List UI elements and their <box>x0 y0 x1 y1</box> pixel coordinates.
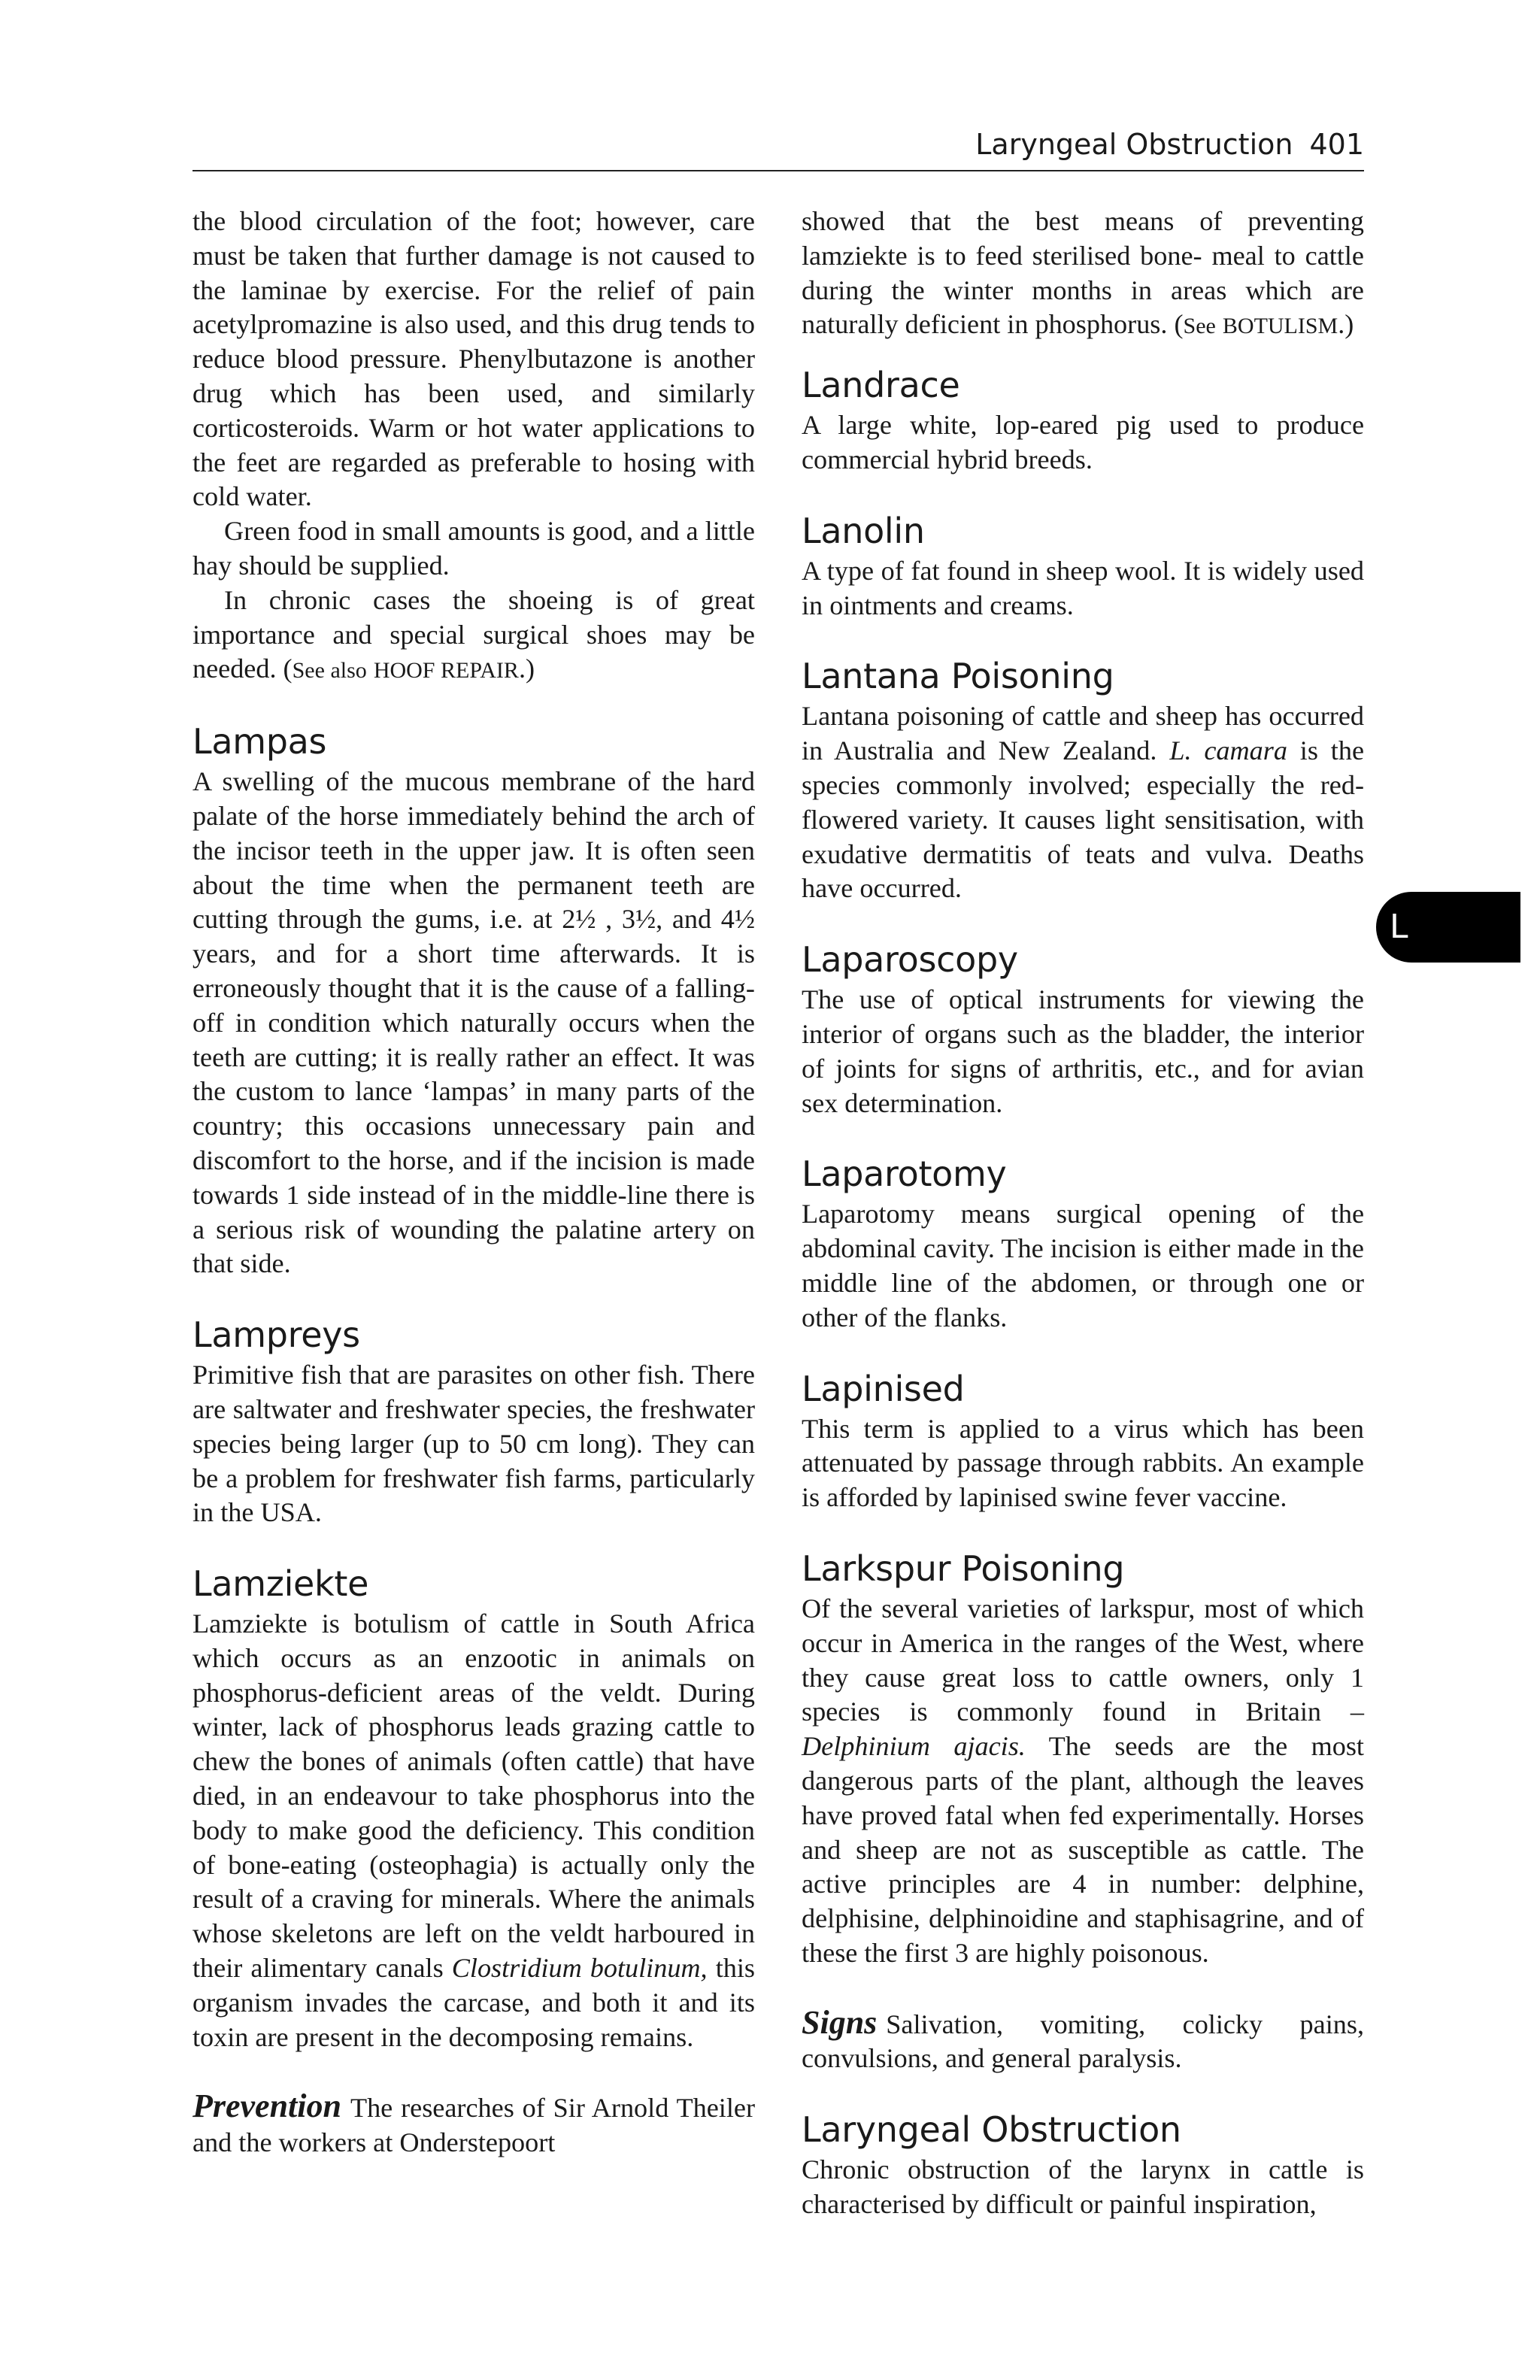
entry-text: Chronic obstruction of the larynx in cattle is characterised by difficult or painful inspiration, <box>802 2154 1364 2220</box>
thumb-tab-letter: L <box>1390 908 1408 946</box>
entry-heading: Lantana Poisoning <box>802 656 1114 697</box>
entry-text: A type of fat found in sheep wool. It is widely used in ointments and creams. <box>802 555 1364 620</box>
paragraph-text: .) <box>1338 309 1354 340</box>
paragraph-text: .) <box>518 653 535 684</box>
page-number: 401 <box>1309 128 1364 161</box>
subsection-heading: Prevention <box>192 2087 341 2125</box>
paragraph-text: Lantana poisoning of cattle and sheep has occurred in Australia and New Zealand. <box>802 701 1364 766</box>
entry-text: Laparotomy means surgical opening of the abdominal cavity. The incision is either made in the middle line of the abdomen, or through one or other of the flanks. <box>802 1199 1364 1332</box>
entry-text: A swelling of the mucous membrane of the hard palate of the horse immediately behind the arch of the incisor teeth in the upper jaw. It is often seen about the time when the permanent teeth are cutting through the gums, i.e. at 2½ , 3½, and 4½ years, and for a short time afterwards. It is erroneously thought that it is the cause of a falling-off in condition which naturally occurs when the teeth are cutting; it is really rather an effect. It was the custom to lance ‘lampas’ in many parts of the country; this occasions unnecessary pain and discomfort to the horse, and if the incision is made towards 1 side instead of in the middle-line there is a serious risk of wounding the palatine artery on that side. <box>192 766 755 1279</box>
entry-heading: Landrace <box>802 365 960 406</box>
entry-heading: Laryngeal Obstruction <box>802 2109 1181 2151</box>
paragraph-text: The researches of Sir Arnold Theiler and the workers at Onderstepoort <box>192 2093 755 2158</box>
entry-text <box>802 1592 1364 1971</box>
paragraph-text: In chronic cases the shoeing is of great importance and special surgical shoes may be needed. ( <box>192 584 755 684</box>
running-title: Laryngeal Obstruction <box>975 128 1293 161</box>
paragraph-text: is the species commonly involved; especially the red-flowered variety. It causes light sensitisation, with exudative dermatitis of teats and vulva. Deaths have occurred. <box>802 735 1365 904</box>
running-head <box>975 128 1364 161</box>
section-thumb-tab <box>1376 892 1520 963</box>
entry-text <box>802 699 1364 906</box>
entry-text <box>192 1607 755 2054</box>
page-header <box>192 126 1364 171</box>
species-name: L. camara <box>1169 735 1287 766</box>
entry-heading: Laparoscopy <box>802 939 1018 981</box>
paragraph-text: The seeds are the most dangerous parts of the plant, although the leaves have proved fatal when fed experimentally. Horses and sheep are not as susceptible as cattle. The active principles are 4 in number: delphine, delphisine, delphinoidine and staphisagrine, and of these the first 3 are highly poisonous. <box>802 1731 1364 1968</box>
right-column <box>802 205 1364 2222</box>
entry-heading: Lamziekte <box>192 1563 369 1605</box>
chronic-cases-paragraph <box>192 584 755 688</box>
species-name: Clostridium botulinum, <box>451 1953 708 1984</box>
entry-text: Primitive fish that are parasites on other fish. There are saltwater and freshwater species, the freshwater species being larger (up to 50 cm long). They can be a problem for freshwater fish farms, particularly in the USA. <box>192 1360 755 1528</box>
continuation-paragraph: the blood circulation of the foot; however, care must be taken that further damage is not caused to the laminae by exercise. For the relief of pain acetylpromazine is also used, and this drug tends to reduce blood pressure. Phenylbutazone is another drug which has been used, and similarly corticosteroids. Warm or hot water applications to the feet are regarded as preferable to hosing with cold water. <box>192 206 755 512</box>
paragraph-text: Lamziekte is botulism of cattle in South Africa which occurs as an enzootic in animals on phosphorus-deficient areas of the veldt. During winter, lack of phosphorus leads grazing cattle to chew the bones of animals (often cattle) that have died, in an endeavour to take phosphorus into the body to make good the deficiency. This condition of bone-eating (osteophagia) is actually only the result of a craving for minerals. Where the animals whose skeletons are left on the veldt harboured in their alimentary canals <box>192 1608 755 1984</box>
subsection-paragraph <box>192 2089 755 2160</box>
see-also-label: See also <box>292 658 367 684</box>
cross-reference: HOOF REPAIR <box>373 658 519 684</box>
entry-text: The use of optical instruments for viewing the interior of organs such as the bladder, the interior of joints for signs of arthritis, etc., and for avian sex determination. <box>802 984 1364 1118</box>
paragraph-text: this organism invades the carcase, and both it and its toxin are present in the decomposing remains. <box>192 1953 755 2052</box>
continuation-paragraph <box>802 205 1364 344</box>
paragraph-text: Of the several varieties of larkspur, most of which occur in America in the ranges of the West, where they cause great loss to cattle owners, only 1 species is commonly found in Britain – <box>802 1593 1364 1727</box>
paragraph-text: Salivation, vomiting, colicky pains, convulsions, and general paralysis. <box>802 2009 1364 2074</box>
entry-heading: Lapinised <box>802 1368 965 1409</box>
see-label: See <box>1183 314 1216 339</box>
left-column <box>192 205 755 2160</box>
continuation-paragraph: Green food in small amounts is good, and a little hay should be supplied. <box>192 516 755 581</box>
entry-text: A large white, lop-eared pig used to produce commercial hybrid breeds. <box>802 410 1364 474</box>
subsection-heading: Signs <box>802 2003 878 2041</box>
entry-heading: Lampreys <box>192 1314 360 1356</box>
cross-reference: BOTULISM <box>1222 314 1338 339</box>
paragraph-text: showed that the best means of preventing lamziekte is to feed sterilised bone- meal to cattle during the winter months in areas which are naturally deficient in phosphorus. ( <box>802 206 1364 340</box>
entry-heading: Lampas <box>192 721 327 763</box>
entry-text: This term is applied to a virus which has been attenuated by passage through rabbits. An example is afforded by lapinised swine fever vaccine. <box>802 1413 1364 1513</box>
subsection-paragraph <box>802 2003 1364 2077</box>
entry-heading: Laparotomy <box>802 1154 1007 1195</box>
entry-heading: Lanolin <box>802 510 925 551</box>
species-name: Delphinium ajacis. <box>802 1731 1026 1762</box>
entry-heading: Larkspur Poisoning <box>802 1548 1125 1589</box>
